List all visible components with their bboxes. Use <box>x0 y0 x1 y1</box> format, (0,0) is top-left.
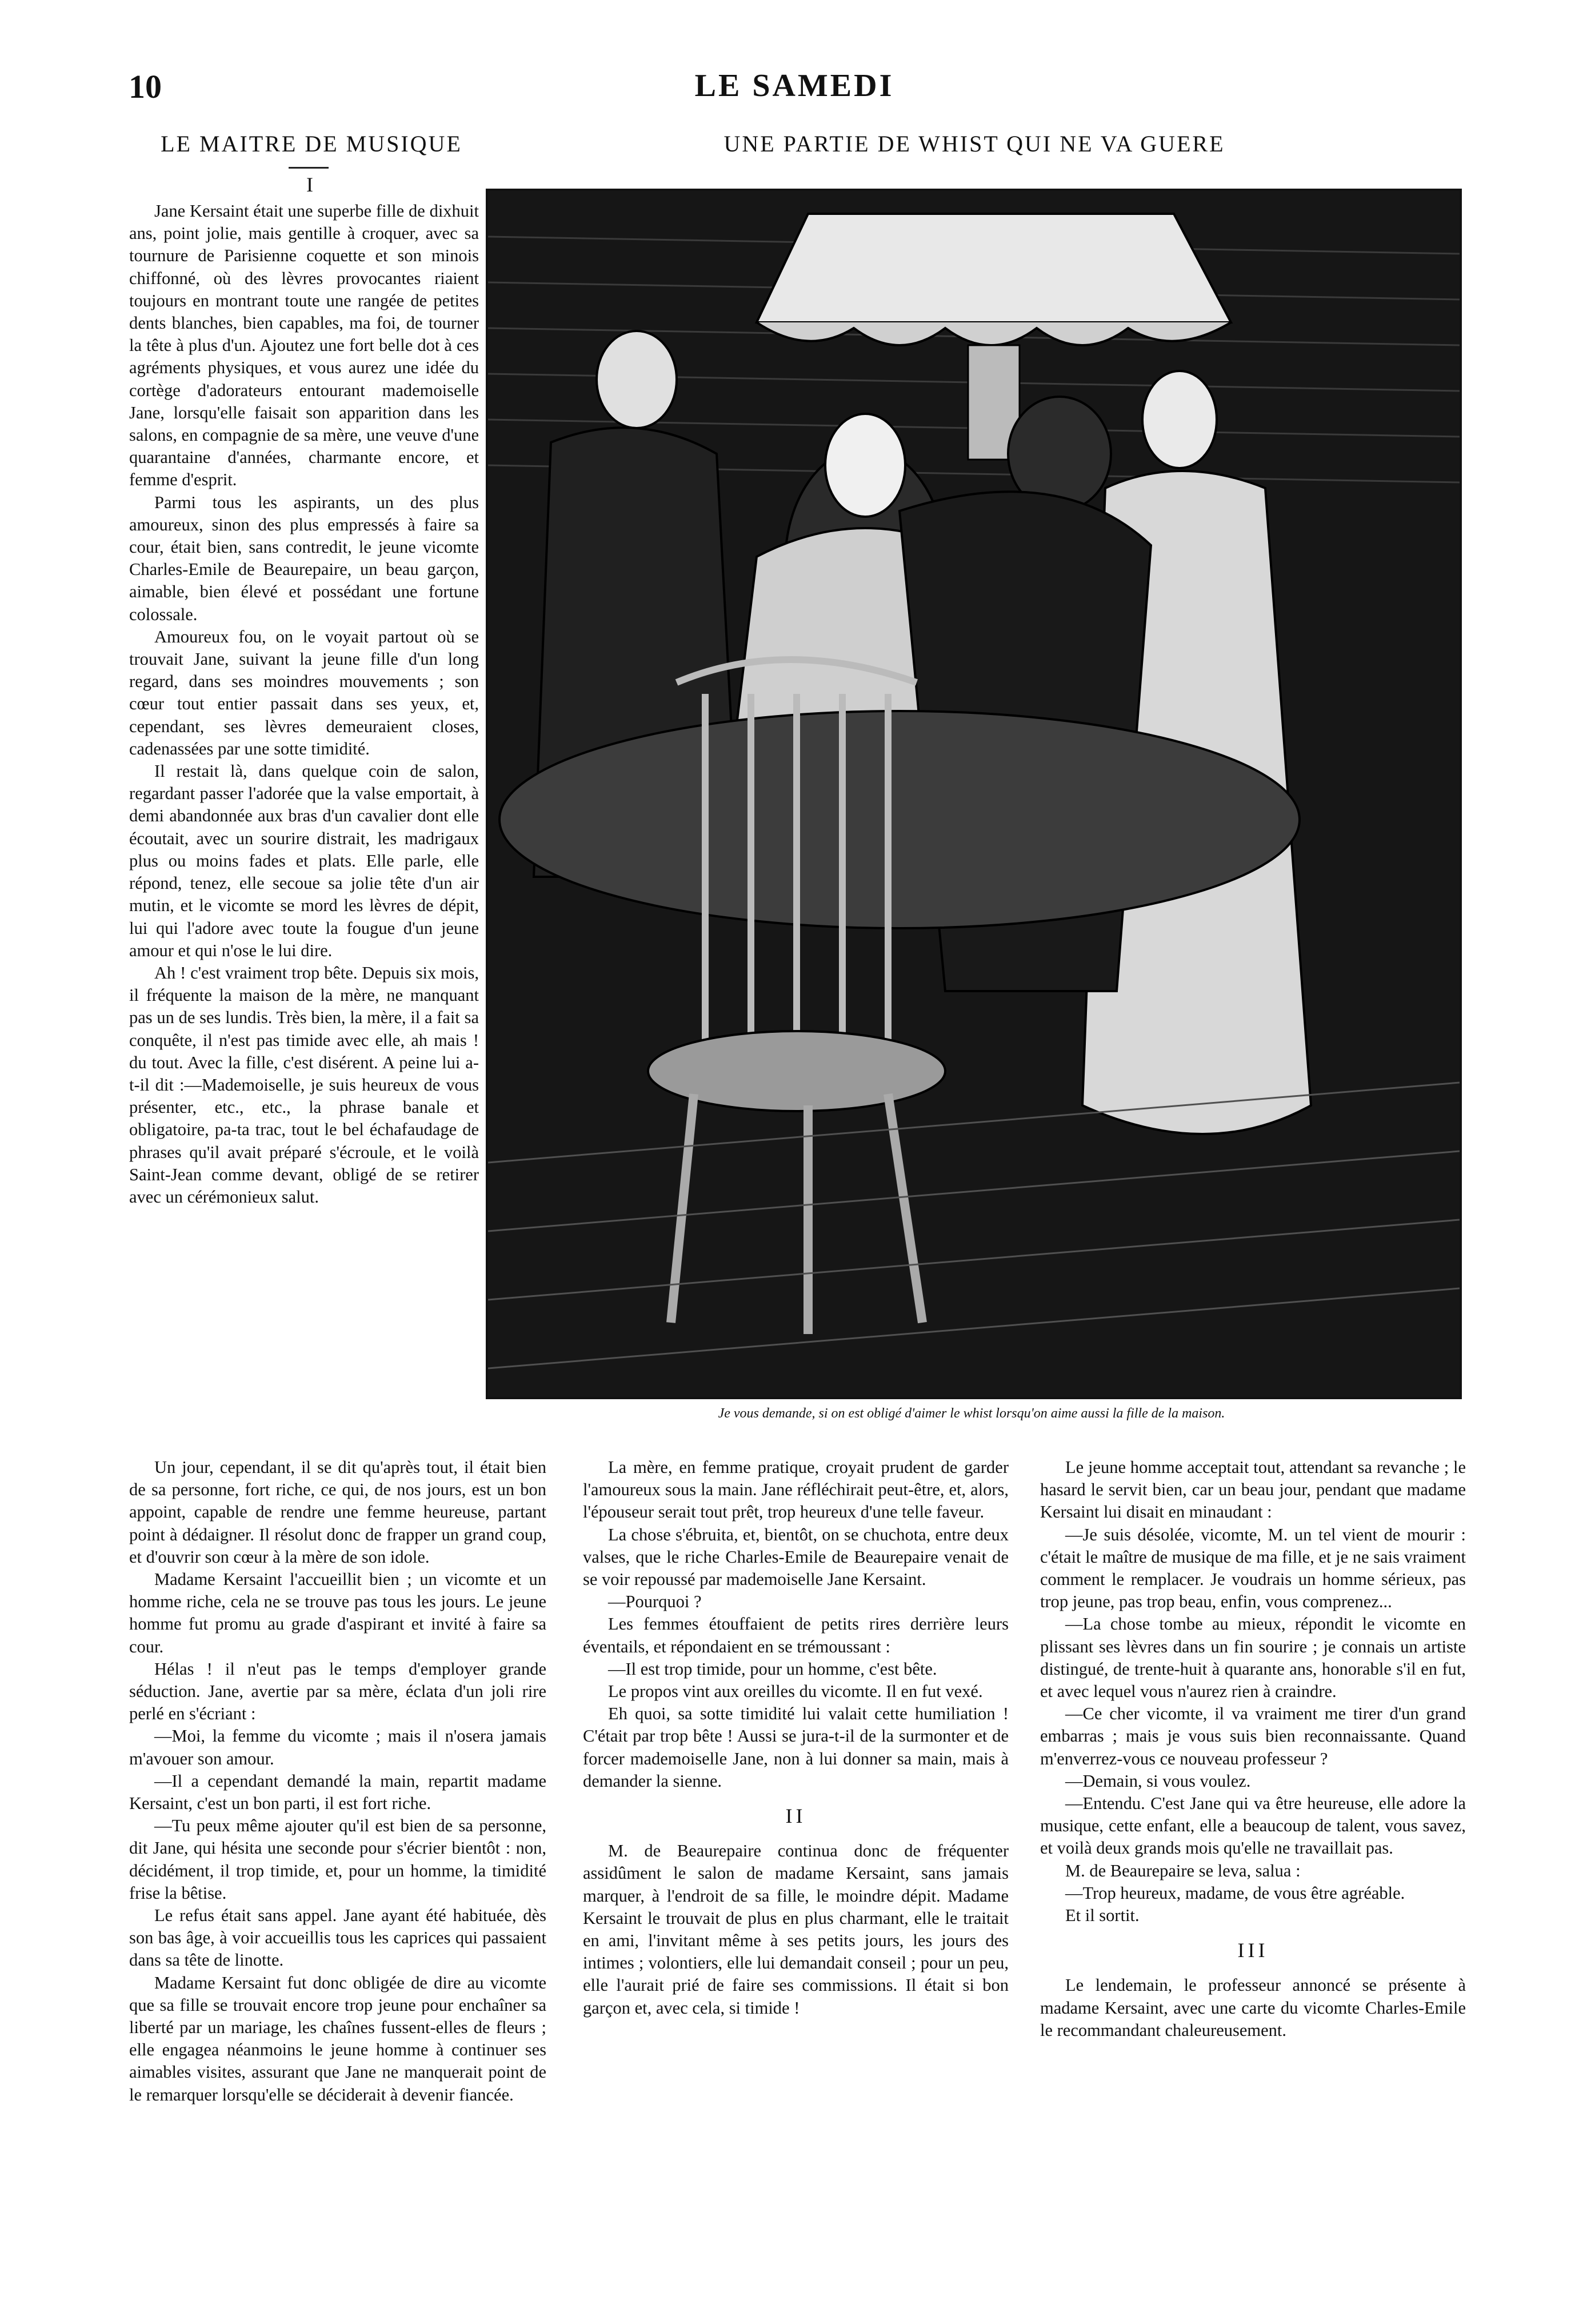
story-column-2 <box>583 1456 1009 2019</box>
part-heading-two: II <box>785 1804 806 1828</box>
story-paragraph: La chose s'ébruita, et, bientôt, on se chuchota, entre deux valses, que le riche Charles-Emile de Beaurepaire venait de se voir repoussé par mademoiselle Jane Kersaint. <box>583 1524 1009 1590</box>
story-paragraph: Ah ! c'est vraiment trop bête. Depuis six mois, il fréquente la maison de la mère, ne manquant pas un de ses lundis. Très bien, la mère, il a fait sa conquête, il n'est pas timide avec elle, ah mais ! du tout. Avec la fille, c'est disérent. A peine lui a-t-il dit :—Mademoiselle, je suis heureux de vous présenter, etc., etc., la phrase banale et obligatoire, pa-ta trac, tout le bel échafaudage de phrases qu'il avait préparé s'écroule, et le voilà Saint-Jean comme devant, obligé de se retirer avec un cérémonieux salut. <box>129 963 479 1207</box>
story-paragraph: Madame Kersaint l'accueillit bien ; un vicomte et un homme riche, cela ne se trouve pas tous les jours. Le jeune homme fut promu au grade d'aspirant et invité à faire sa cour. <box>129 1570 546 1656</box>
story-paragraph: —Trop heureux, madame, de vous être agréable. <box>1065 1883 1405 1903</box>
illustration-title: UNE PARTIE DE WHIST QUI NE VA GUERE <box>723 131 1225 157</box>
story-paragraph: M. de Beaurepaire se leva, salua : <box>1065 1860 1301 1880</box>
story-paragraph: Madame Kersaint fut donc obligée de dire au vicomte que sa fille se trouvait encore trop jeune pour enchaîner sa liberté par un mariage, les chaînes fussent-elles de fleurs ; elle engagea néanmoins le jeune homme à continuer ses aimables visites, assurant que Jane ne manquerait point de le remarquer lorsqu'elle se déciderait à devenir fiancée. <box>129 1972 546 2105</box>
story-paragraph: Les femmes étouffaient de petits rires derrière leurs éventails, et répondaient en se trémoussant : <box>583 1614 1009 1656</box>
illustration-drawing <box>488 191 1460 1397</box>
story-paragraph: Hélas ! il n'eut pas le temps d'employer grande séduction. Jane, avertie par sa mère, éclata d'un joli rire perlé en s'écriant : <box>129 1659 546 1724</box>
story-paragraph: Le jeune homme acceptait tout, attendant sa revanche ; le hasard le servit bien, car un beau jour, pendant que madame Kersaint lui disait en minaudant : <box>1040 1458 1466 1522</box>
story-paragraph: Amoureux fou, on le voyait partout où se trouvait Jane, suivant la jeune fille d'un long regard, dans ses moindres mouvements ; son cœur tout entier passait dans ses yeux, et, cependant, ses lèvres demeuraient closes, cadenassées par une sotte timidité. <box>129 626 479 758</box>
story-paragraph: —Il a cependant demandé la main, repartit madame Kersaint, c'est un bon parti, il est fort riche. <box>129 1771 546 1814</box>
story-paragraph: —Moi, la femme du vicomte ; mais il n'osera jamais m'avouer son amour. <box>129 1726 546 1768</box>
story-column-3 <box>1040 1456 1466 2042</box>
title-rule <box>289 167 329 169</box>
story-paragraph: —Je suis désolée, vicomte, M. un tel vient de mourir : c'était le maître de musique de ma fille, et je ne sais vraiment comment le remplacer. Je voudrais un homme sérieux, pas trop jeune, pas trop beau, enfin, vous comprenez... <box>1040 1524 1466 1612</box>
part-heading-three: III <box>1237 1939 1269 1962</box>
story-paragraph: Et il sortit. <box>1065 1906 1140 1926</box>
story-paragraph: —Demain, si vous voulez. <box>1065 1771 1251 1791</box>
story-paragraph: —Entendu. C'est Jane qui va être heureuse, elle adore la musique, cette enfant, elle a beaucoup de talent, vous savez, et voilà deux grands mois qu'elle ne travaillait pas. <box>1040 1794 1466 1858</box>
story-paragraph: M. de Beaurepaire continua donc de fréquenter assidûment le salon de madame Kersaint, sans jamais marquer, à l'endroit de sa fille, le moindre dépit. Madame Kersaint le trouvait de plus en plus charmant, elle le traitait en ami, l'invitant même à ses petits jours, les jours des intimes ; volontiers, elle lui demandait conseil ; pour un peu, elle l'aurait prié de faire ses commissions. Il était si bon garçon et, avec cela, si timide ! <box>583 1841 1009 2018</box>
story-paragraph: Le lendemain, le professeur annoncé se présente à madame Kersaint, avec une carte du vicomte Charles-Emile le recommandant chaleureusement. <box>1040 1975 1466 2040</box>
story-paragraph: —Il est trop timide, pour un homme, c'est bête. <box>608 1659 937 1679</box>
story-paragraph: Le propos vint aux oreilles du vicomte. Il en fut vexé. <box>608 1682 983 1702</box>
story-paragraph: —Pourquoi ? <box>608 1592 702 1612</box>
story-paragraph: Jane Kersaint était une superbe fille de dixhuit ans, point jolie, mais gentille à croquer, avec sa tournure de Parisienne coquette et son minois chiffonné, où des lèvres provocantes riaient toujours en montrant toute une rangée de petites dents blanches, bien capables, ma foi, de tourner la tête à plus d'un. Ajoutez une fort belle dot à ces agréments physiques, et vous aurez une idée du cortège d'adorateurs entourant mademoiselle Jane, lorsqu'elle faisait son apparition dans les salons, en compagnie de sa mère, une veuve d'une quarantaine d'années, charmante encore, et femme d'esprit. <box>129 201 479 490</box>
story-paragraph: Un jour, cependant, il se dit qu'après tout, il était bien de sa personne, fort riche, ce qui, de nos jours, est un bon appoint, capable de rendre une femme heureuse, partant point à dédaigner. Il résolut donc de frapper un grand coup, et d'ouvrir son cœur à la mère de son idole. <box>129 1458 546 1567</box>
story-title: LE MAITRE DE MUSIQUE <box>161 131 462 157</box>
part-heading-one: I <box>306 173 317 196</box>
story-paragraph: La mère, en femme pratique, croyait prudent de garder l'amoureux sous la main. Jane réfléchirait peut-être, et, alors, l'épouseur serait tout prêt, trop heureux d'une telle faveur. <box>583 1458 1009 1522</box>
story-paragraph: —Ce cher vicomte, il va vraiment me tirer d'un grand embarras ; mais je vous suis bien reconnaissante. Quand m'enverrez-vous ce nouveau professeur ? <box>1040 1704 1466 1768</box>
story-paragraph: Le refus était sans appel. Jane ayant été habituée, dès son bas âge, à voir accueillis tous les caprices qui passaient dans sa tête de linotte. <box>129 1906 546 1970</box>
masthead: LE SAMEDI <box>694 68 894 103</box>
story-paragraph: —Tu peux même ajouter qu'il est bien de sa personne, dit Jane, qui hésita une seconde pour s'écrier bientôt : non, décidément, il trop timide, et, pour un homme, la timidité frise la bêtise. <box>129 1816 546 1903</box>
story-paragraph: Parmi tous les aspirants, un des plus amoureux, sinon des plus empressés à faire sa cour, était bien, sans contredit, le jeune vicomte Charles-Emile de Beaurepaire, un beau garçon, aimable, bien élevé et possédant une fortune colossale. <box>129 492 479 624</box>
story-paragraph: Eh quoi, sa sotte timidité lui valait cette humiliation ! C'était par trop bête ! Aussi se jura-t-il de la surmonter et de forcer mademoiselle Jane, non à lui donner sa main, mais à demander la sienne. <box>583 1704 1009 1791</box>
illustration-caption: Je vous demande, si on est obligé d'aimer le whist lorsqu'on aime aussi la fille de la maison. <box>718 1406 1225 1421</box>
story-column-1-continued <box>129 1456 546 2106</box>
page-number: 10 <box>129 68 162 105</box>
illustration-card-players <box>486 189 1462 1399</box>
story-paragraph: —La chose tombe au mieux, répondit le vicomte en plissant ses lèvres dans un fin sourire ; je connais un artiste distingué, de trente-huit à quarante ans, honorable s'il en fut, et avec lequel vous n'aurez rien à craindre. <box>1040 1614 1466 1702</box>
story-paragraph: Il restait là, dans quelque coin de salon, regardant passer l'adorée que la valse emportait, à demi abandonnée aux bras d'un cavalier dont elle écoutait, avec un sourire distrait, les madrigaux plus ou moins fades et plats. Elle parle, elle répond, tenez, elle secoue sa jolie tête d'un air mutin, et le vicomte se mord les lèvres de dépit, lui qui l'adore avec toute la fougue d'un jeune amour et qui n'ose le lui dire. <box>129 761 479 960</box>
story-column-1 <box>129 200 479 1208</box>
